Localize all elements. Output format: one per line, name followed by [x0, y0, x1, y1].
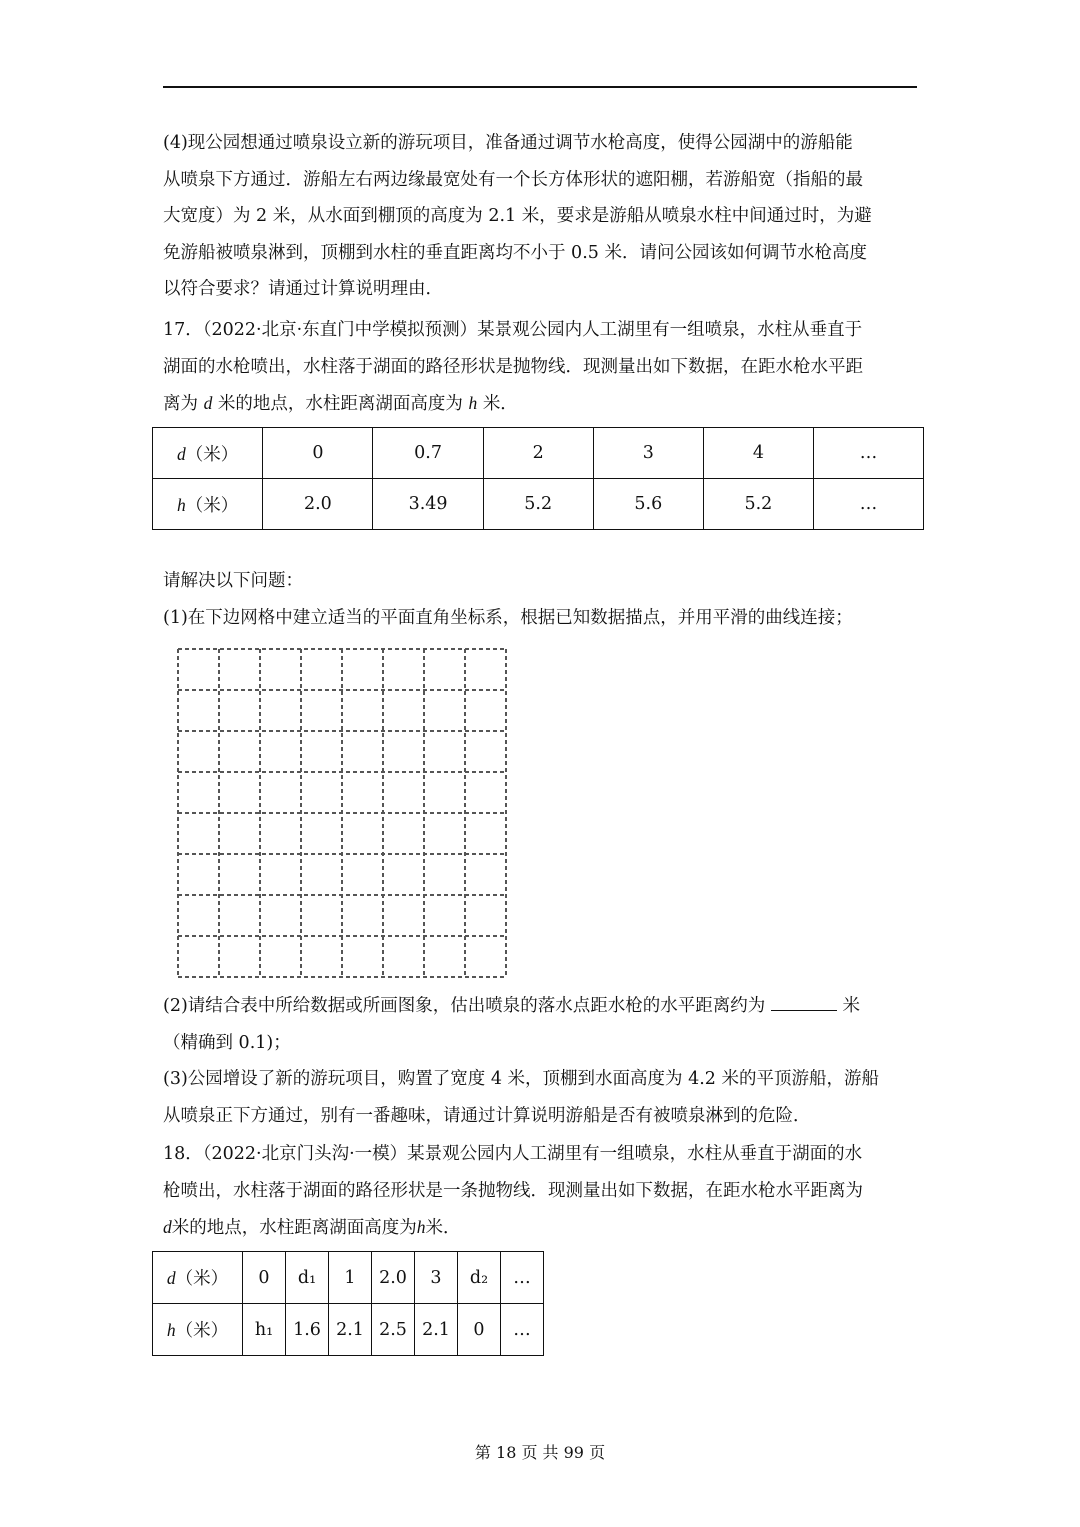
table-cell: 1 [329, 1252, 372, 1304]
question-2: (2)请结合表中所给数据或所画图象，估出喷泉的落水点距水枪的水平距离约为 米 [163, 988, 919, 1025]
header-rule [163, 86, 917, 88]
problem-17-ask [163, 563, 919, 636]
text-line: 请解决以下问题： [163, 571, 303, 591]
table-cell: 3 [415, 1252, 458, 1304]
table-cell: … [813, 479, 923, 530]
variable-d: d [163, 1217, 172, 1237]
text-line: 湖面的水枪喷出，水柱落于湖面的路径形状是抛物线．现测量出如下数据，在距水枪水平距 [163, 356, 863, 377]
text-line: 以符合要求？请通过计算说明理由． [163, 279, 443, 299]
table-row [153, 479, 924, 530]
row-label-h: h（米） [153, 1304, 243, 1356]
table-cell: 5.2 [483, 479, 593, 530]
text-line: (4)现公园想通过喷泉设立新的游玩项目，准备通过调节水枪高度，使得公园湖中的游船能 [163, 133, 853, 153]
variable-h: h [416, 1217, 426, 1237]
text-line: 从喷泉下方通过．游船左右两边缘最宽处有一个长方体形状的遮阳棚，若游船宽（指船的最 [163, 169, 863, 190]
table-cell: 4 [703, 428, 813, 479]
table-cell: 2 [483, 428, 593, 479]
text-line: 17．（2022·北京·东直门中学模拟预测）某景观公园内人工湖里有一组喷泉，水柱从垂直于 [163, 320, 863, 340]
variable-h: h [468, 393, 478, 413]
table-cell: 3 [593, 428, 703, 479]
page-footer: 第 18 页 共 99 页 [474, 1443, 606, 1462]
table-cell: … [813, 428, 923, 479]
problem-17-q2 [163, 988, 919, 1061]
table-cell: 1.6 [286, 1304, 329, 1356]
row-label-d: d（米） [153, 428, 263, 479]
table-cell: 2.0 [372, 1252, 415, 1304]
table-cell: … [501, 1252, 544, 1304]
table-cell: 3.49 [373, 479, 483, 530]
table-cell: 2.5 [372, 1304, 415, 1356]
table-cell: d₁ [286, 1252, 329, 1304]
text-line: d米的地点，水柱距离湖面高度为h米． [163, 1217, 461, 1238]
table-row [153, 1304, 544, 1356]
table-cell: … [501, 1304, 544, 1356]
text-line: 18．（2022·北京门头沟·一模）某景观公园内人工湖里有一组喷泉，水柱从垂直于湖面的水 [163, 1144, 863, 1164]
text-line: （精确到 0.1)； [163, 1032, 291, 1053]
blank-grid [177, 648, 507, 978]
problem-18-data-table [152, 1251, 544, 1356]
problem-18-intro [163, 1136, 919, 1247]
question-3: (3)公园增设了新的游玩项目，购置了宽度 4 米，顶棚到水面高度为 4.2 米的平顶游船，游船 [163, 1069, 880, 1089]
problem-17-data-table [152, 427, 924, 530]
table-cell: 0 [263, 428, 373, 479]
table-cell: h₁ [243, 1304, 286, 1356]
variable-d: d [203, 393, 213, 413]
table-cell: 0.7 [373, 428, 483, 479]
text-line: 大宽度）为 2 米，从水面到棚顶的高度为 2.1 米，要求是游船从喷泉水柱中间通过时，为避 [163, 206, 872, 226]
table-cell: 0 [243, 1252, 286, 1304]
table-cell: d₂ [458, 1252, 501, 1304]
problem-17-intro [163, 312, 919, 423]
text-line: 枪喷出，水柱落于湖面的路径形状是一条抛物线．现测量出如下数据，在距水枪水平距离为 [163, 1180, 863, 1201]
answer-blank[interactable] [771, 992, 837, 1011]
row-label-d: d（米） [153, 1252, 243, 1304]
table-cell: 2.1 [329, 1304, 372, 1356]
table-row [153, 1252, 544, 1304]
row-label-h: h（米） [153, 479, 263, 530]
table-cell: 5.6 [593, 479, 703, 530]
table-cell: 5.2 [703, 479, 813, 530]
question-1: (1)在下边网格中建立适当的平面直角坐标系，根据已知数据描点，并用平滑的曲线连接； [163, 607, 853, 628]
text-line: 离为 d 米的地点，水柱距离湖面高度为 h 米． [163, 393, 518, 414]
table-cell: 2.0 [263, 479, 373, 530]
problem-16-part-4 [163, 125, 919, 308]
text-line: 从喷泉正下方通过，别有一番趣味，请通过计算说明游船是否有被喷泉淋到的危险． [163, 1105, 811, 1126]
table-cell: 0 [458, 1304, 501, 1356]
problem-17-q3 [163, 1061, 919, 1134]
text-line: 免游船被喷泉淋到，顶棚到水柱的垂直距离均不小于 0.5 米．请问公园该如何调节水枪高度 [163, 242, 867, 263]
table-cell: 2.1 [415, 1304, 458, 1356]
table-row [153, 428, 924, 479]
